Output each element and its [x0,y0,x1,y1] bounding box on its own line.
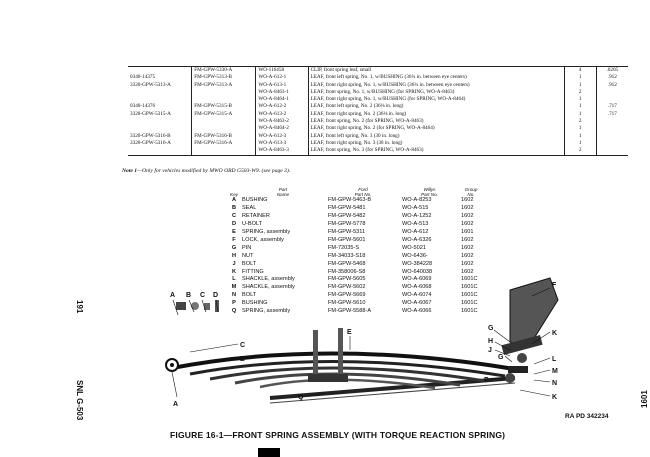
group-number: 1601C [461,308,478,315]
figure-caption: FIGURE 16-1—FRONT SPRING ASSEMBLY (WITH TORQUE REACTION SPRING) [170,430,506,440]
callout-g-lower: G [498,354,504,361]
seal-part [191,302,199,310]
parts-cell-ford-number [192,125,256,132]
key-letter: L [232,276,236,283]
key-letter: N [231,292,237,299]
part-name: BOLT [242,292,257,299]
parts-cell-willys-number: WO-A-613-1 [256,82,308,89]
key-letter: C [231,213,237,220]
parts-cell-ordnance-number [128,89,192,96]
scan-mark [258,448,280,457]
part-name: SEAL [242,205,257,212]
callout-b: B [186,292,192,299]
note-line [122,168,290,174]
parts-cell-ordnance-number: 0340-14375 [128,74,192,81]
parts-cell-willys-number: WO-A-8463-1 [256,89,308,96]
parts-cell-weight [596,118,628,125]
key-letter: E [232,229,236,236]
willys-part-number: WO-A-6066 [402,308,432,315]
part-name: FITTING [242,268,264,275]
parts-row [128,111,628,118]
callout-j: J [488,347,492,354]
key-row [228,261,483,269]
parts-cell-description: LEAF, front spring, No. 2 (for SPRING, WO-A-8463) [308,118,564,125]
parts-cell-ford-number: FM-GPW-5316-B [192,133,256,140]
ford-part-number: FM-GPW-5605 [328,276,366,283]
parts-cell-willys-number: WO-116458 [256,67,308,75]
parts-row [128,133,628,140]
parts-cell-quantity: 1 [564,111,596,118]
callout-l: L [552,356,557,363]
parts-row [128,118,628,125]
parts-row [128,67,628,75]
callout-q: Q [298,394,304,401]
key-letter: B [231,205,237,212]
callout-m: M [552,368,558,375]
ford-header: Ford Part No. [354,187,372,198]
part-name: BUSHING [242,300,268,307]
ford-part-number: FM-GPW-5463-B [328,197,372,204]
willys-part-number: WO-A-6326 [402,236,432,243]
parts-cell-description: LEAF, front left spring, No. 2 (36⅛ in. long) [308,103,564,110]
callout-c: C [200,292,206,299]
parts-cell-ordnance-number: 0340-14376 [128,103,192,110]
willys-part-number: WO-A-6069 [402,276,432,283]
parts-cell-quantity: 1 [564,74,596,81]
key-letter: K [231,268,237,275]
parts-cell-ordnance-number [128,125,192,132]
key-letter: A [231,197,237,204]
snl-label: SNL G-503 [75,380,84,421]
ford-part-number: FM-GPW-5601 [328,236,366,243]
bushing-part [176,302,186,310]
group-number: 1601C [461,300,478,307]
ford-part-number: FM-72035-S [328,244,360,251]
parts-cell-ford-number: FM-GPW-5315-A [192,111,256,118]
group-number: 1602 [461,221,474,228]
ford-part-number: FM-GPW-5602 [328,284,366,291]
part-name: LOCK, assembly [242,236,284,243]
key-row [228,253,483,261]
key-row [228,237,483,245]
parts-cell-weight: .717 [607,110,617,117]
parts-cell-willys-number: WO-A-613-3 [256,140,308,147]
group-number: 1602 [461,197,474,204]
parts-cell-quantity: 2 [564,89,596,96]
willys-part-number: WO-5021 [402,244,426,251]
parts-row [128,82,628,89]
callout-e: E [347,329,352,336]
parts-cell-quantity: 1 [564,82,596,89]
willys-part-number: WO-A-6074 [402,292,432,299]
parts-cell-weight [596,147,628,155]
group-number: 1602 [461,244,474,251]
ra-pd-number: RA PD 342234 [565,413,609,420]
ford-part-number: FM-GPW-5610 [328,300,366,307]
u-bolt [313,330,318,380]
parts-cell-ford-number: FM-GPW-5313-A [192,82,256,89]
group-number: 1602 [461,205,474,212]
parts-cell-ordnance-number: 3320-GPW-5313-A [128,82,192,89]
parts-cell-ford-number: FM-GPW-5313-B [192,74,256,81]
parts-cell-ordnance-number [128,118,192,125]
parts-cell-description: LEAF, front left spring, No. 3 (30 in. long) [308,133,564,140]
key-row [228,205,483,213]
willys-part-number: WO-A-6067 [402,300,432,307]
parts-cell-quantity: 1 [564,96,596,103]
parts-cell-quantity: 1 [564,103,596,110]
group-number: 1602 [461,268,474,275]
group-header: Group No. [464,187,478,198]
key-header: Key [230,192,238,198]
willys-part-number: WO-384228 [402,260,433,267]
key-row [228,229,483,237]
callout-k-lower: K [552,394,558,401]
parts-cell-willys-number: WO-A-8463-2 [256,118,308,125]
group-number: 1601C [461,292,478,299]
parts-cell-weight [596,133,628,140]
parts-cell-quantity: 4 [564,67,596,75]
group-number: 1602 [461,213,474,220]
parts-cell-description: LEAF, front left spring, No. 1, w/BUSHING (36¼ in. between eye centers) [308,74,564,81]
parts-cell-ordnance-number: 3320-GPW-5315-A [128,111,192,118]
parts-cell-willys-number: WO-A-612-1 [256,74,308,81]
parts-cell-willys-number: WO-A-8463-3 [256,147,308,155]
parts-cell-willys-number: WO-A-8464-1 [256,96,308,103]
willys-part-number: WO-A-515 [402,205,429,212]
callout-f: F [552,282,557,289]
parts-cell-weight [596,125,628,132]
parts-cell-description: LEAF, front right spring, No. 2 (36⅛ in. long) [308,111,564,118]
willys-part-number: WO-A-612 [402,229,429,236]
parts-cell-ordnance-number: 3320-GPW-5316-A [128,140,192,147]
parts-cell-ford-number [192,147,256,155]
group-number: 1601C [461,284,478,291]
callout-a-bottom: A [173,401,179,408]
part-name: SHACKLE, assembly [242,284,295,291]
parts-row [128,89,628,96]
parts-cell-willys-number: WO-A-612-2 [256,103,308,110]
group-number: 1601 [461,229,474,236]
callout-h: H [488,338,494,345]
willys-part-number: WO-A-1252 [402,213,432,220]
ford-part-number: FM-GPW-5588-A [328,308,372,315]
callout-p: P [484,377,489,384]
part-name: U-BOLT [242,221,263,228]
parts-cell-quantity: 2 [564,147,596,155]
page-number-left: 191 [75,300,84,314]
key-letter: J [232,260,236,267]
key-row [228,245,483,253]
part-name: NUT [242,252,254,259]
ford-part-number: FM-GPW-5778 [328,221,366,228]
parts-list-table [128,66,628,156]
parts-cell-description: LEAF, front spring, No. 1, w/BUSHING (for SPRING, WO-A-8463) [308,89,564,96]
note-label: Note 1 [122,168,138,174]
callout-k: K [552,330,558,337]
ford-part-number: FM-GPW-5481 [328,205,366,212]
key-row [228,213,483,221]
key-letter: F [232,236,236,243]
willys-part-number: WO-A-8253 [402,197,432,204]
parts-cell-ford-number: FM-GPW-5316-A [192,140,256,147]
group-number: 1602 [461,260,474,267]
parts-cell-description: LEAF, front spring, No. 3 (for SPRING, WO-A-8463) [308,147,564,155]
part-name: BOLT [242,260,257,267]
ford-part-number: FM-358006-S8 [328,268,366,275]
part-name: RETAINER [242,213,270,220]
willys-part-number: WO-A-6068 [402,284,432,291]
callout-n: N [552,380,558,387]
ford-part-number: FM-34033-S18 [328,252,366,259]
ford-part-number: FM-GPW-5482 [328,213,366,220]
parts-cell-willys-number: WO-A-8464-2 [256,125,308,132]
parts-cell-description: LEAF, front right spring, No. 3 (30 in. long) [308,140,564,147]
parts-row [128,74,628,81]
key-table-header [228,187,483,197]
willys-part-number: WO-640038 [402,268,433,275]
key-row [228,221,483,229]
parts-cell-description: LEAF, front right spring, No. 1, w/BUSHING (36¼ in. between eye centers) [308,82,564,89]
parts-cell-ordnance-number: 3320-GPW-5316-B [128,133,192,140]
callout-d: D [213,292,219,299]
parts-cell-willys-number: WO-A-613-2 [256,111,308,118]
part-name-header: Part Name [276,187,290,198]
parts-cell-quantity: 1 [564,140,596,147]
parts-cell-ford-number: FM-GPW-5315-B [192,103,256,110]
parts-cell-weight: .912 [607,81,617,88]
parts-cell-ford-number [192,96,256,103]
key-letter: Q [231,308,237,315]
parts-row [128,125,628,132]
parts-row [128,147,628,155]
willys-part-number: WO-A-513 [402,221,429,228]
parts-cell-quantity: 1 [564,133,596,140]
group-number: 1601C [461,276,478,283]
group-number: 1602 [461,252,474,259]
ford-part-number: FM-GPW-5468 [328,260,366,267]
parts-row [128,96,628,103]
part-name: SPRING, assembly [242,229,291,236]
parts-row [128,140,628,147]
spring-assembly-illustration [150,270,590,410]
page-number-right: 1601 [640,390,649,408]
parts-cell-ordnance-number [128,147,192,155]
key-letter: M [231,284,237,291]
parts-cell-ordnance-number [128,67,192,75]
parts-cell-description: LEAF, front right spring, No. 2 (for SPRING, WO-A-8464) [308,125,564,132]
parts-cell-ordnance-number [128,96,192,103]
parts-cell-quantity: 1 [564,125,596,132]
part-name: SHACKLE, assembly [242,276,295,283]
key-letter: P [232,300,236,307]
parts-cell-willys-number: WO-A-612-3 [256,133,308,140]
key-row [228,197,483,205]
willys-part-number: WO-6436- [402,252,428,259]
parts-cell-description: LEAF, front right spring, No. 1, w/BUSHING (for SPRING, WO-A-8464) [308,96,564,103]
parts-cell-weight [596,140,628,147]
parts-cell-weight: .912 [607,74,617,81]
parts-row [128,103,628,110]
parts-cell-weight [596,89,628,96]
ford-part-number: FM-GPW-5669 [328,292,366,299]
ford-part-number: FM-GPW-5311 [328,229,366,236]
parts-cell-description: CLIP, front spring leaf, small [308,67,564,75]
note-text: —Only for vehicles modified by MWO ORD G503-W9. (see page 3). [137,168,291,174]
callout-g: G [488,325,494,332]
key-letter: G [231,244,237,251]
group-number: 1602 [461,236,474,243]
part-name: SPRING, assembly [242,308,291,315]
parts-cell-quantity: 2 [564,118,596,125]
parts-cell-ford-number [192,118,256,125]
key-letter: D [231,221,237,228]
callout-b-lower: B [240,356,246,363]
part-name: PIN [242,244,252,251]
parts-cell-weight [596,96,628,103]
callout-a-top: A [170,292,176,299]
parts-cell-weight: .0205 [596,67,628,75]
willys-header: Willys Part No. [421,187,438,198]
part-name: BUSHING [242,197,268,204]
callout-c-lower: C [240,342,246,349]
parts-cell-ford-number [192,89,256,96]
parts-cell-weight: .717 [607,103,617,110]
parts-cell-ford-number: FM-GPW-5330-A [192,67,256,75]
key-letter: H [231,252,237,259]
